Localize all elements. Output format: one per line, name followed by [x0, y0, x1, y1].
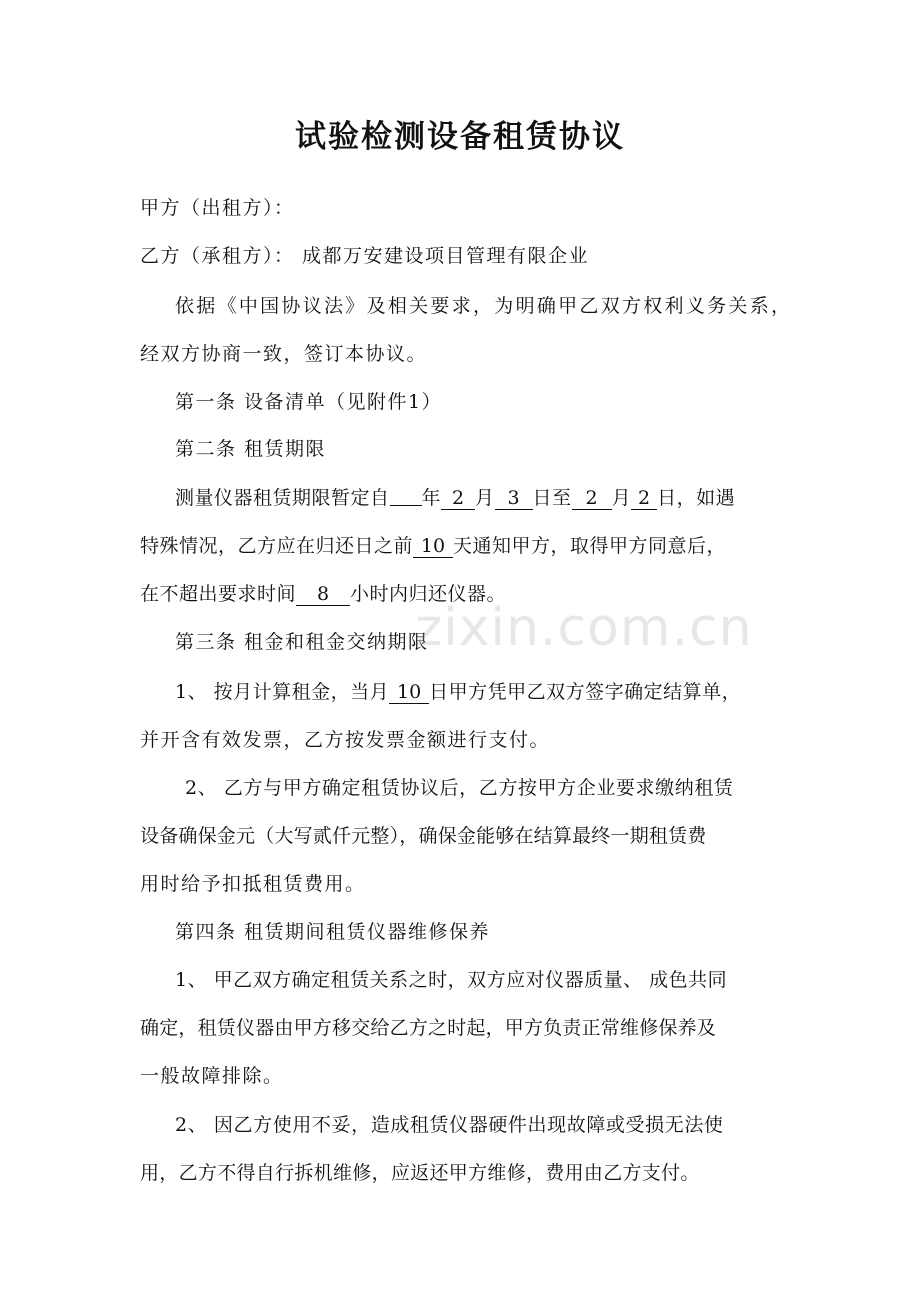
article-4-item-1-line-1: 1、 甲乙双方确定租赁关系之时，双方应对仪器质量、 成色共同 [175, 969, 728, 991]
document-title: 试验检测设备租赁协议 [295, 119, 625, 155]
year-label: 年 [421, 487, 442, 509]
article-1-heading: 第一条 设备清单（见附件1） [175, 391, 443, 413]
lease-term-text: 测量仪器租赁期限暂定自 [175, 487, 390, 509]
article-2-heading: 第二条 租赁期限 [175, 438, 327, 460]
article-3-item-2-line-2: 设备确保金元（大写贰仟元整），确保金能够在结算最终一期租赁费 [140, 825, 707, 847]
day-to-label: 日至 [532, 487, 572, 509]
notice-text-2: 天通知甲方，取得甲方同意后， [453, 535, 727, 557]
article-3-item-1-line-1 [175, 677, 741, 707]
return-text: 在不超出要求时间 [140, 583, 297, 605]
lease-term-end-text: 日，如遇 [657, 487, 736, 509]
start-day-value: 3 [495, 487, 533, 510]
year-blank [390, 483, 422, 506]
article-3-item-1-line-2: 并开含有效发票，乙方按发票金额进行支付。 [140, 729, 551, 751]
preamble-line-1 [140, 291, 790, 321]
preamble-text-1: 依据《中国协议法》及相关要求，为明确甲乙双方权利义务关系， [175, 295, 790, 317]
article-4-item-1-line-3: 一般故障排除。 [140, 1065, 284, 1087]
end-month-value: 2 [572, 487, 612, 510]
month-label: 月 [475, 487, 495, 509]
rent-text-2: 日甲方凭甲乙双方签字确定结算单， [429, 681, 742, 703]
article-2-para-line-1 [175, 483, 735, 513]
rent-text: 1、 按月计算租金，当月 [175, 681, 390, 703]
return-hours-value: 8 [296, 583, 350, 606]
start-month-value: 2 [441, 487, 475, 510]
rent-day-value: 10 [389, 681, 429, 704]
article-3-item-2-line-3: 用时给予扣抵租赁费用。 [140, 873, 366, 895]
month-label-2: 月 [611, 487, 632, 509]
article-4-item-2-line-1: 2、 因乙方使用不妥，造成租赁仪器硬件出现故障或受损无法使 [175, 1114, 724, 1136]
article-3-heading: 第三条 租金和租金交纳期限 [175, 631, 429, 653]
preamble-line-2: 经双方协商一致，签订本协议。 [140, 343, 428, 365]
article-3-item-2-line-1: 2、 乙方与甲方确定租赁协议后，乙方按甲方企业要求缴纳租赁 [185, 777, 734, 799]
article-4-item-2-line-2: 用，乙方不得自行拆机维修，应返还甲方维修，费用由乙方支付。 [140, 1162, 700, 1184]
notice-text: 特殊情况，乙方应在归还日之前 [140, 535, 414, 557]
return-text-2: 小时内归还仪器。 [350, 583, 507, 605]
article-2-para-line-2 [140, 531, 726, 561]
watermark: zixin.com.cn [415, 598, 753, 658]
article-4-item-1-line-2: 确定，租赁仪器由甲方移交给乙方之时起，甲方负责正常维修保养及 [140, 1017, 717, 1039]
notice-days-value: 10 [413, 535, 453, 558]
party-b-line: 乙方（承租方）： 成都万安建设项目管理有限企业 [140, 245, 590, 267]
party-a-line: 甲方（出租方）： [140, 197, 295, 219]
article-4-heading: 第四条 租赁期间租赁仪器维修保养 [175, 921, 491, 943]
end-day-value: 2 [631, 487, 657, 510]
